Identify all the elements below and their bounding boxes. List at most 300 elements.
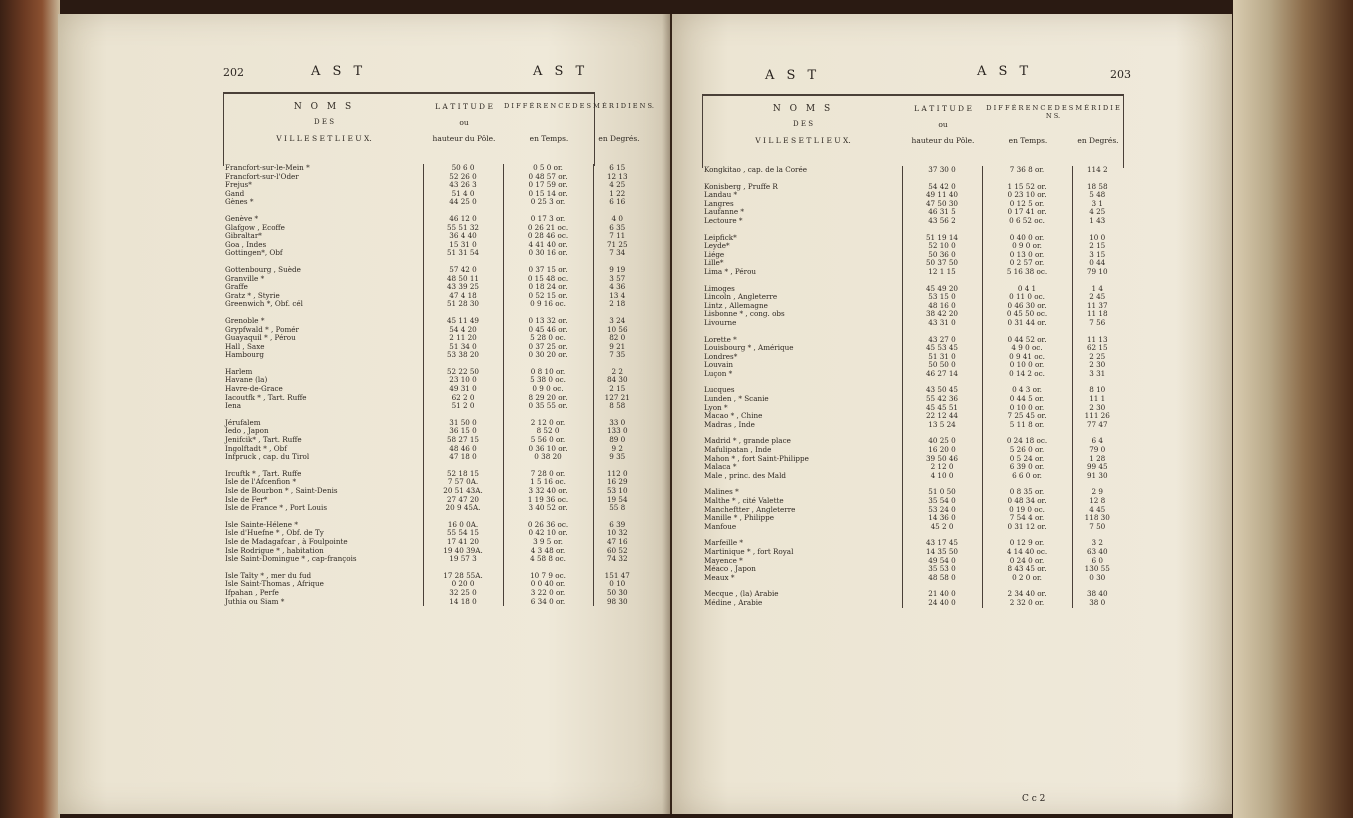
right-page	[672, 14, 1232, 814]
latitude-value: 0 20 0	[423, 580, 503, 589]
table-row	[702, 336, 1122, 345]
table-row	[223, 598, 641, 607]
degree-difference: 19 54	[606, 495, 628, 504]
table-row	[223, 385, 641, 394]
place-name: Mafulipatan , Inde	[702, 446, 902, 455]
table-row	[702, 386, 1122, 395]
table-row	[702, 251, 1122, 260]
latitude-value: 50 36 0	[902, 251, 982, 260]
degree-difference: 55 8	[609, 504, 626, 513]
table-row	[702, 191, 1122, 200]
degree-difference: 0 10	[609, 580, 626, 589]
latitude-value: 45 2 0	[902, 523, 982, 532]
place-name: Ircuftk * , Tart. Ruffe	[223, 470, 423, 479]
time-difference: 7 54 4 or.	[982, 514, 1072, 523]
latitude-value: 52 26 0	[423, 173, 503, 182]
time-difference: 0 6 52 oc.	[982, 217, 1072, 226]
table-row	[702, 531, 1122, 539]
table-row	[702, 514, 1122, 523]
time-difference: 5 28 0 oc.	[503, 334, 593, 343]
latitude-value: 46 12 0	[423, 215, 503, 224]
place-name	[702, 429, 902, 437]
table-row	[223, 580, 641, 589]
table-row	[702, 319, 1122, 328]
coordinates-table	[702, 166, 1122, 608]
time-difference: 0 9 16 oc.	[503, 300, 593, 309]
time-difference: 5 26 0 or.	[982, 446, 1072, 455]
place-name: Kongkitao , cap. de la Corée	[702, 166, 902, 175]
latitude-value: 20 9 45A.	[423, 504, 503, 513]
time-difference: 3 40 52 or.	[503, 504, 593, 513]
header-hauteur: hauteur du Pôle.	[911, 136, 975, 145]
table-row	[702, 370, 1122, 379]
place-name: Mancheftter , Angleterre	[702, 506, 902, 515]
latitude-value: 45 11 49	[423, 317, 503, 326]
degree-difference: 6 39	[609, 520, 626, 529]
time-difference: 4 9 0 oc.	[982, 344, 1072, 353]
table-row	[223, 283, 641, 292]
latitude-value: 50 6 0	[423, 164, 503, 173]
latitude-value: 47 4 18	[423, 292, 503, 301]
place-name: Isle de France * , Port Louis	[223, 504, 423, 513]
table-row	[223, 445, 641, 454]
time-difference: 7 25 45 or.	[982, 412, 1072, 421]
running-head: A S T	[977, 64, 1033, 79]
place-name: Laufanne *	[702, 208, 902, 217]
table-row	[702, 582, 1122, 590]
time-difference: 0 4 3 or.	[982, 386, 1072, 395]
table-row	[702, 548, 1122, 557]
latitude-value: 51 31 54	[423, 249, 503, 258]
place-name: Malines *	[702, 488, 902, 497]
place-name: Havane (la)	[223, 376, 423, 385]
latitude-value: 16 0 0A.	[423, 521, 503, 530]
table-row	[223, 241, 641, 250]
place-name: Malthe * , cité Valette	[702, 497, 902, 506]
degree-difference: 9 35	[609, 453, 626, 462]
latitude-value: 51 4 0	[423, 190, 503, 199]
latitude-value: 36 15 0	[423, 427, 503, 436]
place-name: Leyde*	[702, 242, 902, 251]
place-name	[702, 328, 902, 336]
degree-difference	[593, 564, 641, 572]
degree-difference: 4 25	[1089, 208, 1106, 217]
table-row	[223, 589, 641, 598]
table-row	[223, 394, 641, 403]
left-page	[58, 14, 670, 814]
degree-difference: 13 4	[609, 291, 626, 300]
place-name	[223, 360, 423, 368]
place-name: Iedo , Japon	[223, 427, 423, 436]
latitude-value	[902, 277, 982, 285]
table-row	[702, 166, 1122, 175]
table-row	[223, 496, 641, 505]
place-name: Luçon *	[702, 370, 902, 379]
time-difference: 0 15 14 or.	[503, 190, 593, 199]
time-difference: 0 13 0 or.	[982, 251, 1072, 260]
degree-difference: 2 2	[611, 367, 623, 376]
table-row	[223, 376, 641, 385]
table-row	[702, 421, 1122, 430]
latitude-value: 17 28 55A.	[423, 572, 503, 581]
degree-difference: 10 56	[606, 325, 628, 334]
table-row	[702, 404, 1122, 413]
latitude-value: 43 31 0	[902, 319, 982, 328]
place-name	[702, 175, 902, 183]
time-difference: 7 36 8 or.	[982, 166, 1072, 175]
place-name: Langres	[702, 200, 902, 209]
degree-difference: 60 52	[606, 546, 628, 555]
table-row	[223, 198, 641, 207]
time-difference: 0 44 5 or.	[982, 395, 1072, 404]
degree-difference: 5 48	[1089, 191, 1106, 200]
table-row	[702, 455, 1122, 464]
latitude-value: 53 38 20	[423, 351, 503, 360]
time-difference: 0 35 55 or.	[503, 402, 593, 411]
latitude-value: 36 4 40	[423, 232, 503, 241]
time-difference: 0 36 10 or.	[503, 445, 593, 454]
latitude-value: 14 18 0	[423, 598, 503, 607]
degree-difference: 0 44	[1089, 259, 1106, 268]
latitude-value: 7 57 0A.	[423, 478, 503, 487]
degree-difference: 16 29	[606, 478, 628, 487]
table-row	[223, 419, 641, 428]
degree-difference: 4 45	[1089, 505, 1106, 514]
page-number: 203	[1110, 68, 1131, 81]
table-row	[223, 215, 641, 224]
latitude-value: 15 31 0	[423, 241, 503, 250]
place-name: Malaca *	[702, 463, 902, 472]
table-row	[223, 190, 641, 199]
latitude-value: 48 58 0	[902, 574, 982, 583]
table-row	[702, 277, 1122, 285]
table-row	[223, 334, 641, 343]
latitude-value: 4 10 0	[902, 472, 982, 481]
table-row	[702, 268, 1122, 277]
degree-difference: 6 0	[1091, 556, 1103, 565]
book-right-edge	[1233, 0, 1353, 818]
latitude-value	[423, 309, 503, 317]
header-degres: en Degrés.	[1077, 136, 1119, 145]
latitude-value: 45 45 51	[902, 404, 982, 413]
degree-difference	[1072, 582, 1122, 590]
latitude-value: 47 18 0	[423, 453, 503, 462]
latitude-value: 2 12 0	[902, 463, 982, 472]
time-difference: 0 52 15 or.	[503, 292, 593, 301]
place-name: Havre-de-Grace	[223, 385, 423, 394]
table-row	[702, 539, 1122, 548]
time-difference: 1 19 36 oc.	[503, 496, 593, 505]
place-name	[223, 411, 423, 419]
degree-difference: 89 0	[609, 436, 626, 445]
degree-difference: 4 25	[609, 181, 626, 190]
degree-difference: 7 56	[1089, 318, 1106, 327]
header-latitude: L A T I T U D E	[914, 104, 972, 113]
time-difference: 5 11 8 or.	[982, 421, 1072, 430]
table-row	[702, 378, 1122, 386]
time-difference: 1 15 52 or.	[982, 183, 1072, 192]
degree-difference	[1072, 429, 1122, 437]
table-row	[702, 599, 1122, 608]
degree-difference: 4 0	[611, 214, 623, 223]
time-difference: 0 45 46 or.	[503, 326, 593, 335]
latitude-value: 58 27 15	[423, 436, 503, 445]
table-row	[702, 446, 1122, 455]
latitude-value: 51 28 30	[423, 300, 503, 309]
time-difference: 0 19 0 oc.	[982, 506, 1072, 515]
place-name: Male , princ. des Mald	[702, 472, 902, 481]
place-name: Lectoure *	[702, 217, 902, 226]
degree-difference: 38 40	[1086, 590, 1108, 599]
header-noms: N O M S	[293, 102, 355, 112]
time-difference	[982, 429, 1072, 437]
degree-difference: 1 28	[1089, 454, 1106, 463]
place-name: Méaco , Japon	[702, 565, 902, 574]
degree-difference: 127 21	[604, 393, 630, 402]
place-name: Graffe	[223, 283, 423, 292]
coordinates-table	[223, 164, 641, 606]
place-name: Hambourg	[223, 351, 423, 360]
place-name	[223, 309, 423, 317]
place-name: Macao * , Chine	[702, 412, 902, 421]
latitude-value: 12 1 15	[902, 268, 982, 277]
latitude-value: 51 2 0	[423, 402, 503, 411]
place-name: Meaux *	[702, 574, 902, 583]
time-difference: 2 12 0 or.	[503, 419, 593, 428]
latitude-value: 53 15 0	[902, 293, 982, 302]
degree-difference: 7 34	[609, 249, 626, 258]
place-name: Isle d'Huefne * , Obf. de Ty	[223, 529, 423, 538]
degree-difference: 9 21	[609, 342, 626, 351]
latitude-value: 48 46 0	[423, 445, 503, 454]
time-difference: 0 48 57 or.	[503, 173, 593, 182]
table-row	[223, 402, 641, 411]
degree-difference: 11 13	[1086, 335, 1108, 344]
table-row	[223, 164, 641, 173]
header-difference: D I F F É R E N C E D E S M É R I D I E N S.	[986, 104, 1120, 120]
place-name	[223, 513, 423, 521]
table-row	[702, 208, 1122, 217]
place-name: Limoges	[702, 285, 902, 294]
table-row	[223, 249, 641, 258]
latitude-value: 45 53 45	[902, 344, 982, 353]
latitude-value: 35 54 0	[902, 497, 982, 506]
table-row	[223, 173, 641, 182]
place-name: Goa , Indes	[223, 241, 423, 250]
latitude-value: 17 41 20	[423, 538, 503, 547]
latitude-value: 48 16 0	[902, 302, 982, 311]
latitude-value: 43 17 45	[902, 539, 982, 548]
table-row	[223, 411, 641, 419]
time-difference: 0 26 21 oc.	[503, 224, 593, 233]
degree-difference: 47 16	[606, 537, 628, 546]
latitude-value: 55 51 32	[423, 224, 503, 233]
time-difference: 0 28 46 oc.	[503, 232, 593, 241]
latitude-value: 51 31 0	[902, 353, 982, 362]
degree-difference: 3 15	[1089, 250, 1106, 259]
place-name: Lucques	[702, 386, 902, 395]
degree-difference: 82 0	[609, 334, 626, 343]
degree-difference: 38 0	[1089, 598, 1106, 607]
place-name: Médine , Arabie	[702, 599, 902, 608]
place-name: Ifpahan , Perfe	[223, 589, 423, 598]
latitude-value	[423, 207, 503, 215]
degree-difference: 11 37	[1086, 301, 1108, 310]
table-row	[223, 547, 641, 556]
place-name	[702, 582, 902, 590]
time-difference: 0 9 41 oc.	[982, 353, 1072, 362]
time-difference: 0 5 0 or.	[503, 164, 593, 173]
table-row	[223, 504, 641, 513]
table-row	[702, 226, 1122, 234]
degree-difference	[1072, 378, 1122, 386]
time-difference	[982, 378, 1072, 386]
time-difference: 4 58 8 oc.	[503, 555, 593, 564]
latitude-value: 35 53 0	[902, 565, 982, 574]
table-row	[702, 497, 1122, 506]
degree-difference: 3 1	[1091, 199, 1103, 208]
place-name: Lorette *	[702, 336, 902, 345]
time-difference: 0 31 12 or.	[982, 523, 1072, 532]
latitude-value	[902, 531, 982, 539]
place-name: Lyon *	[702, 404, 902, 413]
latitude-value: 43 50 45	[902, 386, 982, 395]
place-name: Liége	[702, 251, 902, 260]
table-row	[223, 462, 641, 470]
degree-difference	[1072, 226, 1122, 234]
time-difference: 0 0 40 or.	[503, 580, 593, 589]
degree-difference: 3 2	[1091, 539, 1103, 548]
time-difference: 0 18 24 or.	[503, 283, 593, 292]
table-row	[702, 259, 1122, 268]
place-name: Gand	[223, 190, 423, 199]
latitude-value: 16 20 0	[902, 446, 982, 455]
time-difference: 10 7 9 oc.	[503, 572, 593, 581]
place-name: Grypfwald * , Pomér	[223, 326, 423, 335]
degree-difference: 18 58	[1086, 182, 1108, 191]
degree-difference: 84 30	[606, 376, 628, 385]
table-row	[223, 572, 641, 581]
header-des: D E S	[793, 120, 813, 128]
latitude-value: 49 54 0	[902, 557, 982, 566]
place-name: Isle de Madagafcar , à Foulpointe	[223, 538, 423, 547]
table-row	[702, 328, 1122, 336]
degree-difference: 2 15	[609, 385, 626, 394]
place-name: Londres*	[702, 353, 902, 362]
degree-difference: 151 47	[604, 571, 630, 580]
table-row	[702, 310, 1122, 319]
latitude-value: 46 27 14	[902, 370, 982, 379]
latitude-value: 51 34 0	[423, 343, 503, 352]
degree-difference	[1072, 480, 1122, 488]
latitude-value: 57 42 0	[423, 266, 503, 275]
degree-difference	[593, 411, 641, 419]
table-row	[223, 317, 641, 326]
place-name: Glafgow , Ecoffe	[223, 224, 423, 233]
latitude-value	[902, 480, 982, 488]
table-row	[223, 360, 641, 368]
place-name: Leipfick*	[702, 234, 902, 243]
time-difference: 0 2 57 or.	[982, 259, 1072, 268]
place-name: Lintz , Allemagne	[702, 302, 902, 311]
table-row	[223, 351, 641, 360]
latitude-value: 62 2 0	[423, 394, 503, 403]
header-ou: ou	[459, 118, 469, 127]
degree-difference: 71 25	[606, 240, 628, 249]
time-difference: 0 5 24 or.	[982, 455, 1072, 464]
header-latitude: L A T I T U D E	[435, 102, 493, 111]
degree-difference: 77 47	[1086, 420, 1108, 429]
degree-difference: 2 15	[1089, 242, 1106, 251]
time-difference: 8 52 0	[503, 427, 593, 436]
time-difference: 0 44 52 or.	[982, 336, 1072, 345]
place-name: Lima * , Pérou	[702, 268, 902, 277]
place-name: Mecque , (la) Arabie	[702, 590, 902, 599]
table-row	[702, 242, 1122, 251]
time-difference: 0 37 25 or.	[503, 343, 593, 352]
latitude-value: 48 50 11	[423, 275, 503, 284]
signature-mark: C c 2	[1022, 794, 1046, 804]
degree-difference: 2 45	[1089, 293, 1106, 302]
time-difference: 6 34 0 or.	[503, 598, 593, 607]
place-name: Landau *	[702, 191, 902, 200]
time-difference	[982, 582, 1072, 590]
place-name: Francfort-sur-l'Oder	[223, 173, 423, 182]
place-name: Lisbonne * , cong. obs	[702, 310, 902, 319]
time-difference: 7 28 0 or.	[503, 470, 593, 479]
time-difference: 0 4 1	[982, 285, 1072, 294]
degree-difference	[1072, 328, 1122, 336]
latitude-value	[423, 411, 503, 419]
place-name: Isle Saint-Thomas , Afrique	[223, 580, 423, 589]
degree-difference: 2 30	[1089, 361, 1106, 370]
time-difference: 0 10 0 or.	[982, 361, 1072, 370]
degree-difference	[593, 360, 641, 368]
latitude-value: 13 5 24	[902, 421, 982, 430]
latitude-value: 49 11 40	[902, 191, 982, 200]
table-row	[702, 285, 1122, 294]
time-difference: 0 25 3 or.	[503, 198, 593, 207]
place-name: Mahon * , fort Saint-Philippe	[702, 455, 902, 464]
degree-difference: 2 25	[1089, 352, 1106, 361]
latitude-value: 47 50 30	[902, 200, 982, 209]
time-difference: 0 40 0 or.	[982, 234, 1072, 243]
latitude-value	[423, 258, 503, 266]
table-row	[702, 472, 1122, 481]
place-name: Gottenbourg , Suède	[223, 266, 423, 275]
degree-difference: 1 22	[609, 189, 626, 198]
latitude-value: 37 30 0	[902, 166, 982, 175]
latitude-value: 53 24 0	[902, 506, 982, 515]
time-difference	[503, 513, 593, 521]
time-difference	[503, 462, 593, 470]
degree-difference: 11 1	[1089, 395, 1106, 404]
degree-difference: 53 10	[606, 487, 628, 495]
degree-difference: 6 15	[609, 164, 626, 172]
place-name: Gottingen*, Obf	[223, 249, 423, 258]
time-difference	[503, 360, 593, 368]
table-row	[702, 302, 1122, 311]
latitude-value	[902, 429, 982, 437]
latitude-value: 14 35 50	[902, 548, 982, 557]
degree-difference: 0 30	[1089, 573, 1106, 582]
latitude-value: 38 42 20	[902, 310, 982, 319]
place-name: Gènes *	[223, 198, 423, 207]
place-name: Jérufalem	[223, 419, 423, 428]
latitude-value: 45 49 20	[902, 285, 982, 294]
latitude-value: 43 27 0	[902, 336, 982, 345]
time-difference: 2 34 40 or.	[982, 590, 1072, 599]
